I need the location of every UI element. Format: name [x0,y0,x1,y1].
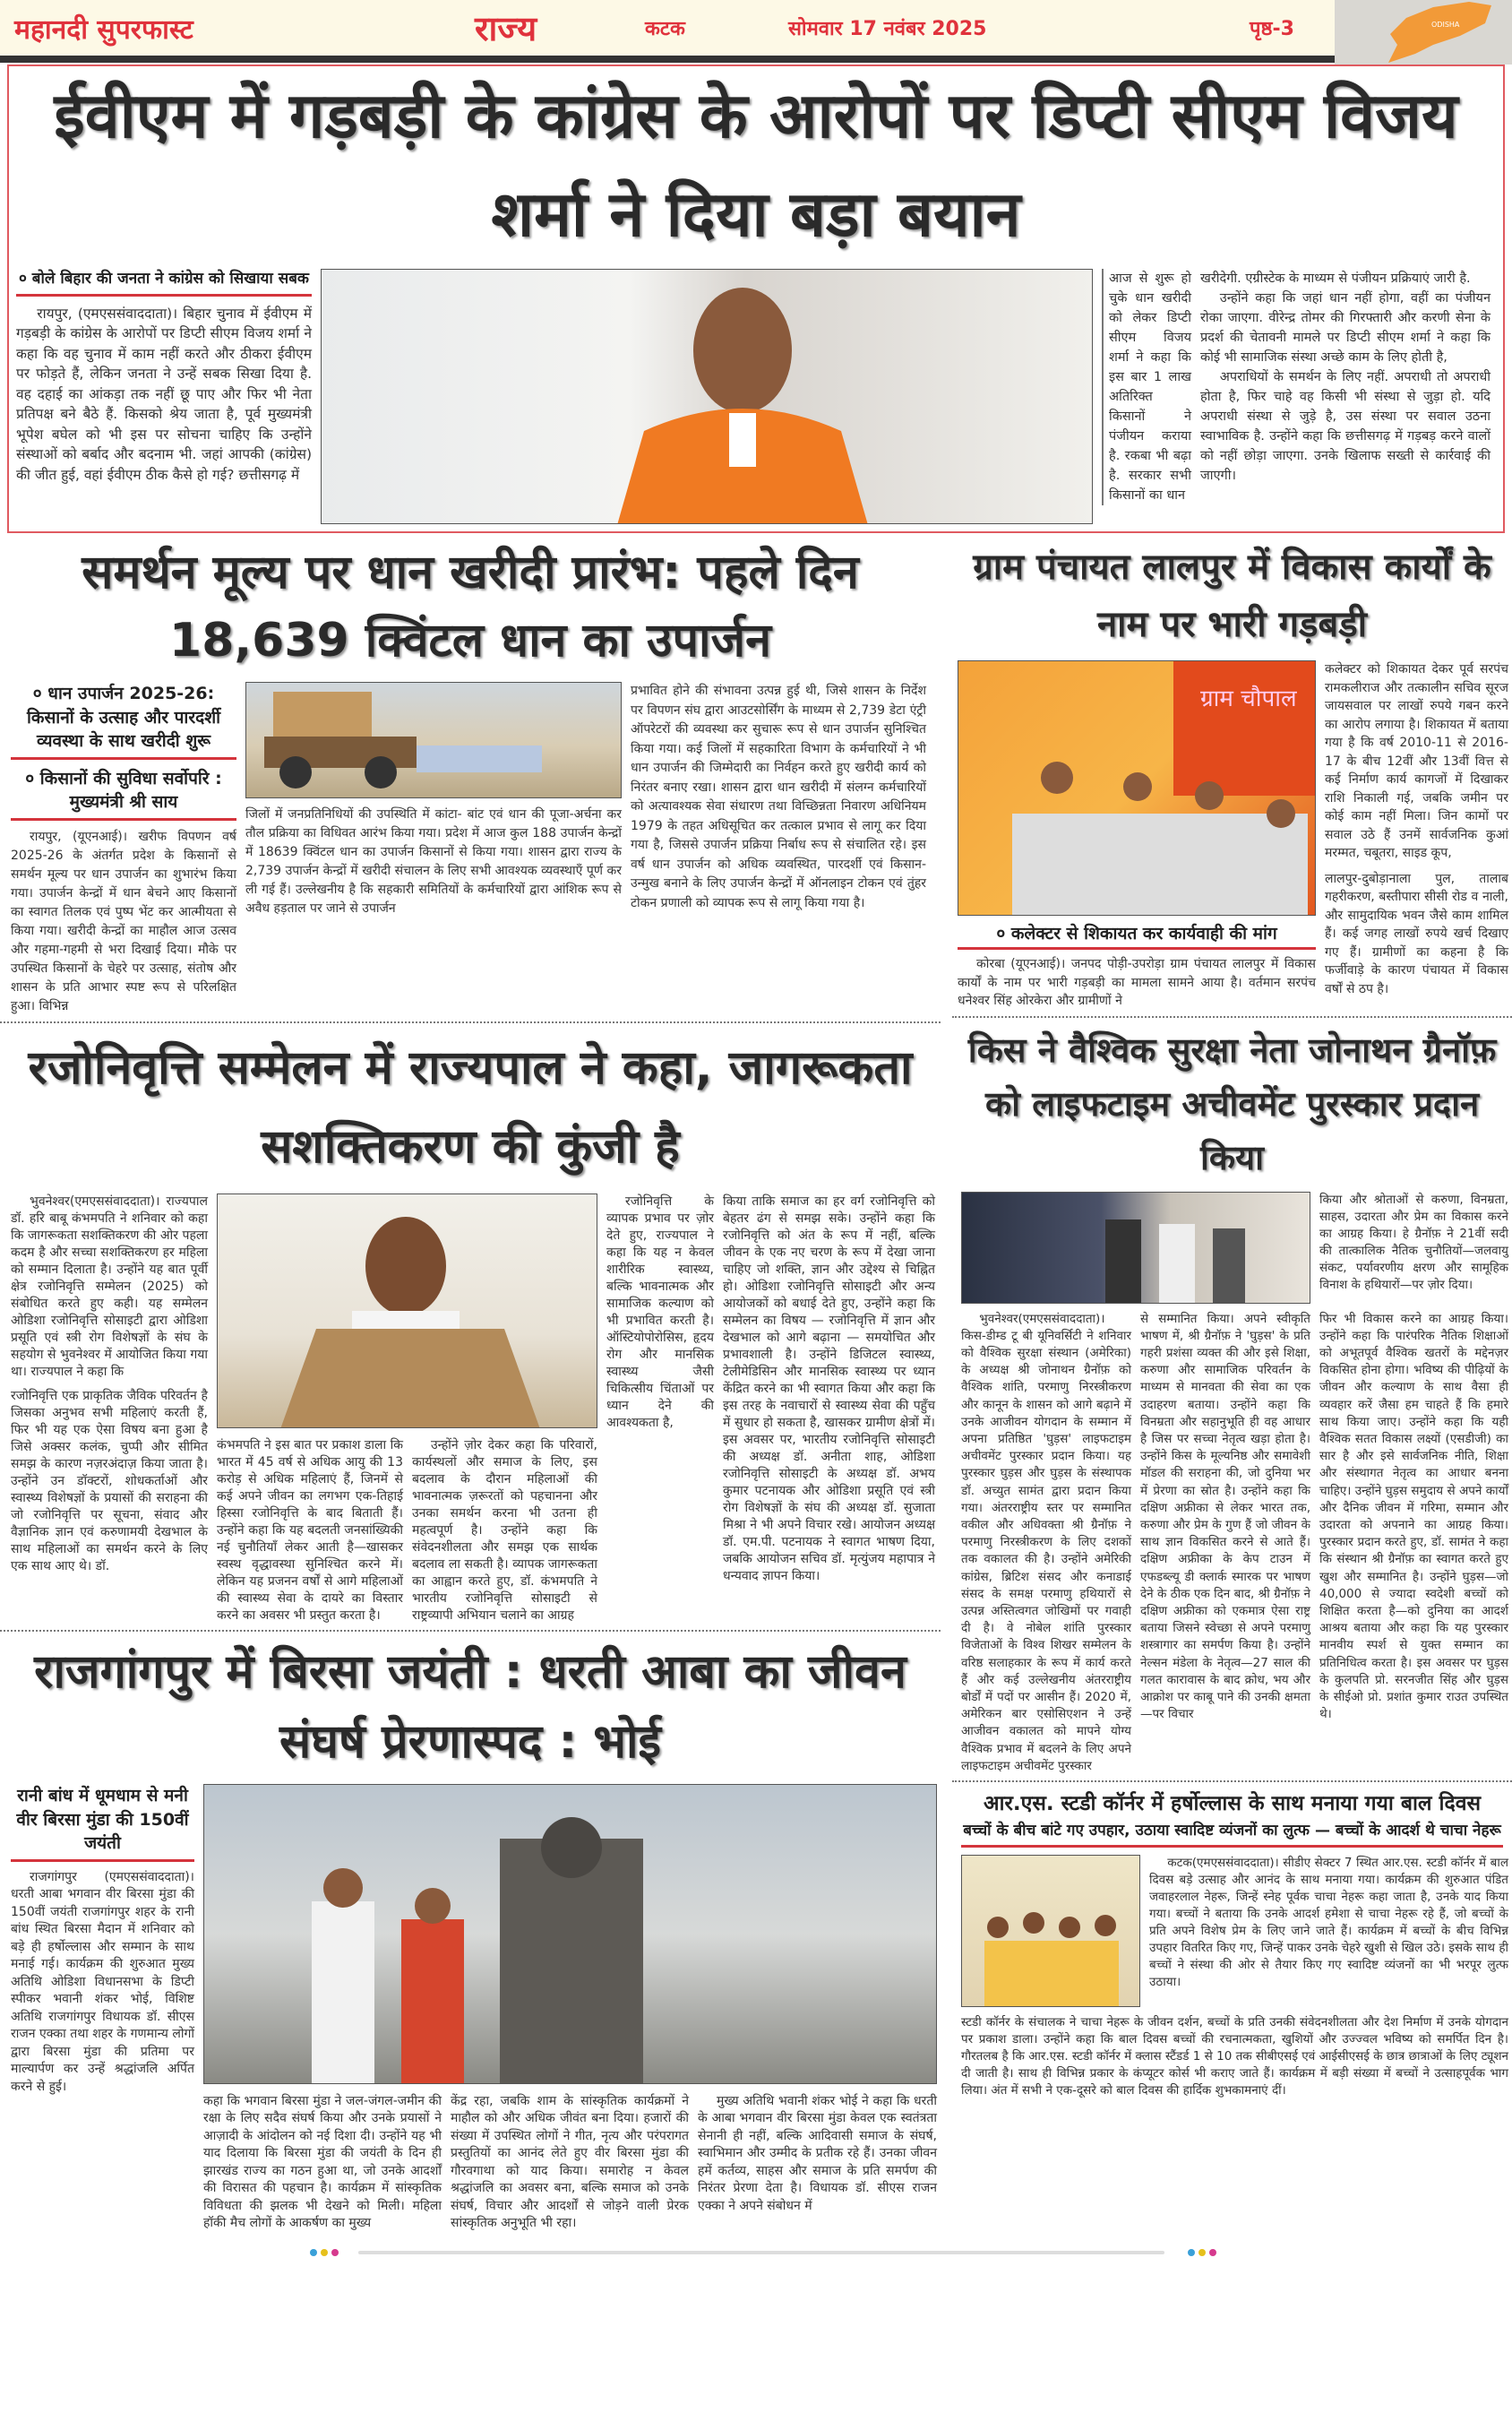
headline: समर्थन मूल्य पर धान खरीदी प्रारंभ: पहले दिन 18,639 क्विंटल धान का उपार्जन [82,546,859,668]
article-column: उन्होंने ज़ोर देकर कहा कि परिवारों, कार्यस्थलों और समाज के लिए, इस बदलाव के दौरान महिलाओं की भावनात्मक ज़रूरतों को पहचानना और उनका समर्थन करना भी उतना ही महत्वपूर्ण है। उन्होंने कहा कि संवेदनशीलता और समझ एक सार्थक बदलाव ला सकती है। व्यापक जागरूकता का आह्वान करते हुए, डॉ. कंभमपति ने भारतीय रजोनिवृत्ति सोसाइटी से राष्ट्रव्यापी अभियान चलाने का आग्रह [412,1437,597,1623]
footer-decoration [0,2245,1512,2258]
story-lalpur-panchayat [952,539,1512,1023]
subheadline: बच्चों के बीच बांटे गए उपहार, उठाया स्वादिष्ट व्यंजनों का लुत्फ — बच्चों के आदर्श थे चाचा नेहरू [961,1820,1503,1848]
headline: किस ने वैश्विक सुरक्षा नेता जोनाथन ग्रैनॉफ़ को लाइफटाइम अचीवमेंट पुरस्कार प्रदान किया [967,1030,1497,1177]
article-column: फिर भी विकास करने का आग्रह किया। उन्होंने कहा कि पारंपरिक नैतिक शिक्षाओं को अभूतपूर्व वैश्विक खतरों के मद्देनज़र विकसित होना होगा। भविष्य की पीढ़ियों के जीवन और कल्याण के साथ वैसा ही व्यवहार करें जैसा हम चाहते हैं कि हमारे साथ किया जाए। उन्होंने कहा कि यही वैश्विक सतत विकास लक्ष्यों (एसडीजी) का सार है और इसे सार्वजनिक नीति, शिक्षा और संस्थागत नेतृत्व का आधार बनना चाहिए। उन्होंने घुड़स समुदाय से अपने कार्यों और दैनिक जीवन में गरिमा, सम्मान और उदारता को अपनाने का आग्रह किया। पुरस्कार प्रदान करते हुए, डॉ. सामंत ने कहा कि संस्थान श्री ग्रैनॉफ़ का स्वागत करते हुए खुश और सम्मानित है। उन्होंने घुड़स—जो 40,000 से ज्यादा स्वदेशी बच्चों को शिक्षित करता है—को दुनिया का आदर्श आश्रय बताया और कहा कि यह पुरस्कार मानवीय स्पर्श से युक्त सम्मान का प्रतिनिधित्व करता है। इस अवसर पर घुड़स के कुलपति प्रो. सरनजीत सिंह और घुड़स के सीईओ प्रो. प्रशांत कुमार राउत उपस्थित थे। [1319,1311,1508,1722]
left-column [0,539,941,2238]
story-birsa-jayanti [0,1637,941,2238]
article-column: प्रभावित होने की संभावना उत्पन्न हुई थी, जिसे शासन के निर्देश पर विपणन संघ द्वारा आउटसोर्सिंग के माध्यम से 2,739 डेटा एंट्री ऑपरेटरों की व्यवस्था कर सुचारू रूप से धान उपार्जन सुनिश्चित किया गया। कई जिलों में सहकारिता विभाग के कर्मचारियों ने भी धान उपार्जन की जिम्मेदारी का निर्वहन करते हुए खरीदी कार्य को निरंतर बनाए रखा। शासन द्वारा धान खरीदी में संलग्न कर्मचारियों को अत्यावश्यक सेवा संधारण तथा विच्छिन्नता निवारण अधिनियम 1979 के तहत अधिसूचित कर तत्काल प्रभाव से लागू कर दिया गया है, जिससे उपार्जन प्रक्रिया निर्बाध रूप से संचालित रहे। इस वर्ष धान उपार्जन को अधिक व्यवस्थित, पारदर्शी एवं किसान-उन्मुख बनाने के लिए उपार्जन केन्द्रों में ऑनलाइन टोकन एवं तुंहर टोकन प्रणाली को व्यापक रूप से लागू किया गया है। [631,684,926,910]
article-column: खरीदेगी. एग्रीस्टेक के माध्यम से पंजीयन प्रक्रियाएं जारी है. उन्होंने कहा कि जहां धान नहीं होगा, वहीं का पंजीयन रोका जाएगा. वीरेन्द्र तोमर की गिरफ्तारी और करणी सेना के प्रदर्श की चेतावनी मामले पर डिप्टी सीएम शर्मा ने कहा कि कोई भी सामाजिक संस्था अच्छे काम के लिए होती है, अपराधियों के समर्थन के लिए नहीं. अपराधी तो अपराधी होता है, फिर चाहे वह किसी भी संस्था से जुड़ा हो. यदि अपराधी संस्था से जुड़े है, उस संस्था पर सवाल उठना स्वाभाविक है. उन्होंने कहा कि छत्तीसगढ़ में गड़बड़ करने वालों को नहीं छोड़ा जाएगा. उनके खिलाफ सख्ती से कार्रवाई की जाएगी। [1200,271,1491,483]
article-column: केंद्र रहा, जबकि शाम के सांस्कृतिक कार्यक्रमों ने माहौल को और अधिक जीवंत बना दिया। हजारों की संख्या में उपस्थित लोगों ने गीत, नृत्य और परंपरागत प्रस्तुतियों का आनंद लेते हुए वीर बिरसा मुंडा की गौरवगाथा को याद किया। समारोह न केवल श्रद्धांजलि का अवसर बना, बल्कि समाज को उनके संघर्ष, विचार और आदर्शों से जोड़ने वाली प्रेरक सांस्कृतिक अनुभूति भी रहा। [451,2093,689,2231]
article-column: जिलों में जनप्रतिनिधियों की उपस्थिति में कांटा- बांट एवं धान की पूजा-अर्चना कर तौल प्रक्रिया का विधिवत आरंभ किया गया। प्रदेश में आज कुल 188 उपार्जन केन्द्रों में 18639 क्विंटल धान का उपार्जन किसानों से किया गया। शासन द्वारा राज्य के 2,739 उपार्जन केन्द्रों में खरीदी संचालन के लिए सभी आवश्यक व्यवस्थाएँ पूर्ण कर ली गई हैं। उल्लेखनीय है कि सहकारी समितियों के कर्मचारियों द्वारा आंशिक रूप से अवैध हड़ताल पर जाने से उपार्जन [245,807,622,916]
article-column: स्टडी कॉर्नर के संचालक ने चाचा नेहरू के जीवन दर्शन, बच्चों के प्रति उनकी संवेदनशीलता और देश निर्माण में उनके योगदान पर प्रकाश डाला। उन्होंने कहा कि बाल दिवस बच्चों की रचनात्मकता, खुशियों और उज्ज्वल भविष्य को समर्पित दिन है। गौरतलब है कि आर.एस. स्टडी कॉर्नर में क्लास स्टैंडर्ड 1 से 10 तक सीबीएसई एवं आईसीएसई के छात्र छात्राओं के लिए ट्यूशन दी जाती है। साथ ही विभिन्न प्रकार के कंप्यूटर कोर्स भी कराए जाते हैं। कार्यक्रम में बड़ी संख्या में बच्चों ने उत्साहपूर्वक भाग लिया। अंत में सभी ने एक-दूसरे को बाल दिवस की हार्दिक शुभकामनाएं दीं। [961,2014,1508,2098]
map-label: ODISHA [1431,21,1460,29]
subheadline: रानी बांध में धूमधाम से मनी वीर बिरसा मुंडा की 150वीं जयंती [11,1784,194,1862]
divider [0,1021,941,1023]
masthead-rule [0,56,1335,63]
photo-children [961,1855,1140,2007]
article-column: किया और श्रोताओं से करुणा, विनम्रता, साहस, उदारता और प्रेम का विकास करने का आग्रह किया। हे ग्रैनॉफ़ ने 21वीं सदी की तात्कालिक नैतिक चुनौतियों—जलवायु संकट, पर्यावरणीय क्षरण और सामूहिक विनाश के हथियारों—पर ज़ोर दिया। [1319,1192,1508,1292]
odisha-map-logo [1335,0,1512,65]
photo-gram-chaupal [958,660,1316,916]
article-column: रायपुर, (यूएनआई)। खरीफ विपणन वर्ष 2025-26 के अंतर्गत प्रदेश के किसानों से समर्थन मूल्य पर धान उपार्जन का शुभारंभ किया गया। उपार्जन केन्द्रों में धान बेचने आए किसानों का स्वागत तिलक एवं पुष्प भेंट कर आत्मीयता से किया गया। खरीदी केन्द्रों का माहौल आज उत्सव और गहमा-गहमी से भरा दिखाई दिया। मौके पर उपस्थित किसानों के चेहरे पर उत्साह, संतोष और शासन के प्रति आभार स्पष्ट रूप से परिलक्षित हुआ। विभिन्न [11,829,236,1013]
city: कटक [645,18,685,40]
headline: रजोनिवृत्ति सम्मेलन में राज्यपाल ने कहा, जागरूकता सशक्तिकरण की कुंजी है [28,1040,913,1174]
photo-paddy-truck [245,682,622,798]
article-column: कटक(एमएससंवाददाता)। सीडीए सेक्टर 7 स्थित आर.एस. स्टडी कॉर्नर में बाल दिवस बड़े उत्साह और आनंद के साथ मनाया गया। कार्यक्रम की शुरुआत पंडित जवाहरलाल नेहरू, जिन्हें स्नेह पूर्वक चाचा नेहरू कहा जाता है, उनके याद किया गया। बच्चों ने बताया कि उनके आदर्श हमेशा से चाचा नेहरू रहे हैं, जो बच्चों के प्रति अपने विशेष प्रेम के लिए जाने जाते हैं। कार्यक्रम में बच्चों के बीच विभिन्न उपहार वितरित किए गए, जिन्हें पाकर उनके चेहरे खुशी से खिल उठे। इसके साथ ही बच्चों ने संस्था की ओर से तैयार किए गए स्वादिष्ट व्यंजनों का भी भरपूर लुत्फ उठाया। [1149,1855,1508,1989]
photo-vijay-sharma [321,269,1093,524]
subheadline: ० बोले बिहार की जनता ने कांग्रेस को सिखाया सबक [16,269,312,297]
article-column: रजोनिवृत्ति एक प्राकृतिक जैविक परिवर्तन है जिसका अनुभव सभी महिलाएं करती हैं, फिर भी यह एक ऐसा विषय बना हुआ है जिसे अक्सर कलंक, चुप्पी और सीमित समझ के कारण नज़रअंदाज़ किया जाता है। उन्होंने उन डॉक्टरों, शोधकर्ताओं और स्वास्थ्य विशेषज्ञों के प्रयासों की सराहना की जो रजोनिवृत्ति पर सूचना, संवाद और वैज्ञानिक ज्ञान एवं करुणामयी देखभाल के साथ महिलाओं का समर्थन करने के लिए एक साथ आए थे। डॉ. [11,1388,208,1573]
divider [0,1630,941,1632]
article-column: आज से शुरू हो चुके धान खरीदी को लेकर डिप्टी सीएम विजय शर्मा ने कहा कि इस बार 1 लाख अतिरिक्त किसानों ने पंजीयन कराया है. रकबा भी बढ़ा है. सरकार सभी किसानों का धान [1102,269,1191,505]
article-column: रायपुर, (एमएससंवाददाता)। बिहार चुनाव में ईवीएम में गड़बड़ी के कांग्रेस के आरोपों पर डिप्टी सीएम विजय शर्मा ने कहा कि वह चुनाव में काम नहीं करते और ठीकरा ईवीएम पर फोड़ते हैं, लेकिन जनता ने उन्हें सबक सिखा दिया है. वह दहाई का आंकड़ा तक नहीं छू पाए और फिर भी नेता प्रतिपक्ष बने बैठे हैं. किसको श्रेय जाता है, पूर्व मुख्यमंत्री भूपेश बघेल को भी इस पर सोचना चाहिए कि उन्होंने संस्थाओं को बर्बाद और बदनाम भी. जहां आपकी (कांग्रेस) की जीत हुई, वहां ईवीएम ठीक कैसे हो गई? छत्तीसगढ़ में [16,305,312,483]
right-column [952,539,1512,2105]
article-column: लालपुर-दुबोड़ानाला पुल, तालाब गहरीकरण, बस्तीपारा सीसी रोड व नाली, और सामुदायिक भवन जैसे काम शामिल हैं। कई जगह लाखों रुपये खर्च दिखाए गए हैं। ग्रामीणों का कहना है कि फर्जीवाड़े के कारण पंचायत में विकास वर्षों से ठप है। [1325,871,1508,996]
article-column: भुवनेश्वर(एमएससंवाददाता)। किस-डीम्ड टू बी यूनिवर्सिटी ने शनिवार को वैश्विक सुरक्षा संस्थान (अमेरिका) के अध्यक्ष श्री जोनाथन ग्रैनॉफ़ को वैश्विक शांति, परमाणु निरस्त्रीकरण और कानून के शासन को आगे बढ़ाने में उनके आजीवन योगदान के सम्मान में अपना प्रतिष्ठित 'घुड़स' लाइफटाइम अचीवमेंट पुरस्कार प्रदान किया। यह पुरस्कार घुड़स और घुड़स के संस्थापक डॉ. अच्युत सामंत द्वारा प्रदान किया गया। अंतरराष्ट्रीय स्तर पर सम्मानित वकील और अधिवक्ता श्री ग्रैनॉफ़ ने परमाणु निरस्त्रीकरण के लिए दशकों तक वकालत की है। उन्होंने अमेरिकी कांग्रेस, ब्रिटिश संसद और कनाडाई संसद के समक्ष परमाणु हथियारों से उत्पन्न अस्तित्वगत जोखिमों पर गवाही दी है। वे नोबेल शांति पुरस्कार विजेताओं के विश्व शिखर सम्मेलन के वरिष्ठ सलाहकार के रूप में कार्य करते हैं और कई उल्लेखनीय अंतरराष्ट्रीय बोर्डों में पदों पर आसीन हैं। 2020 में, अमेरिकन बार एसोसिएशन ने उन्हें आजीवन वकालत को मापने योग्य वैश्विक प्रभाव में बदलने के लिए अपने लाइफटाइम अचीवमेंट पुरस्कार [961,1311,1131,1773]
photo-birsa-statue [203,1784,937,2084]
lead-column [16,269,312,485]
headline: राजगांगपुर में बिरसा जयंती : धरती आबा का जीवन संघर्ष प्रेरणास्पद : भोई [34,1644,906,1769]
article-column: कलेक्टर को शिकायत देकर पूर्व सरपंच रामकलीराज और तत्कालीन सचिव सूरज जायसवाल पर लाखों रुपये गबन करने का आरोप लगाया है। शिकायत में बताया गया है कि वर्ष 2010-11 से 2016-17 के बीच 12वीं और 13वीं वित्त से कई निर्माण कार्य कागजों में दिखाकर राशि निकाली गई, जबकि जमीन पर कोई काम नहीं मिला। जिन कामों पर सवाल उठे हैं उनमें सार्वजनिक कुआं मरम्मत, चबूतरा, साइड कूप, [1325,662,1508,860]
photo-caption: ० कलेक्टर से शिकायत कर कार्यवाही की मांग [958,921,1316,950]
section-name: राज्य [475,9,537,48]
newspaper-name: महानदी सुपरफास्ट [14,13,193,46]
photo-award-ceremony [961,1192,1310,1304]
article-column: किया ताकि समाज का हर वर्ग रजोनिवृत्ति को बेहतर ढंग से समझ सके। उन्होंने कहा कि रजोनिवृत्ति को अंत के रूप में नहीं, बल्कि जीवन के एक नए चरण के रूप में देखा जाना चाहिए जो शक्ति, ज्ञान और उद्देश्य से चिह्नित हो। ओडिशा रजोनिवृत्ति सोसाइटी और अन्य आयोजकों को बधाई देते हुए, उन्होंने कहा कि सम्मेलन का विषय — रजोनिवृत्ति में ज्ञान और देखभाल को आगे बढ़ाना — समयोचित और प्रभावशाली है। उन्होंने डिजिटल स्वास्थ्य, टेलीमेडिसिन और मानसिक स्वास्थ्य पर ध्यान केंद्रित करने का भी स्वागत किया और कहा कि इस तरह के नवाचारों से स्वास्थ्य सेवा की पहुँच में सुधार हो सकता है, खासकर ग्रामीण क्षेत्रों में। इस अवसर पर, भारतीय रजोनिवृत्ति सोसाइटी की अध्यक्ष डॉ. अनीता शाह, ओडिशा रजोनिवृत्ति सोसाइटी के अध्यक्ष डॉ. अभय कुमार पटनायक और ओडिशा प्रसूति एवं स्त्री रोग विशेषज्ञों के संघ की अध्यक्ष डॉ. सुजाता मिश्रा ने भी अपने विचार रखे। आयोजन अध्यक्ष डॉ. एम.पी. पटनायक ने स्वागत भाषण दिया, जबकि आयोजन सचिव डॉ. मृत्युंजय महापात्र ने धन्यवाद ज्ञापन किया। [723,1193,935,1583]
article-column: कोरबा (यूएनआई)। जनपद पोड़ी-उपरोड़ा ग्राम पंचायत लालपुर में विकास कार्यों के नाम पर भारी गड़बड़ी का मामला सामने आया है। वर्तमान सरपंच धनेश्वर सिंह ओरकेरा और ग्रामीणों ने [958,957,1316,1008]
story-menopause-conference [0,1029,941,1637]
story-paddy-procurement [0,539,941,1029]
article-column: राजगांगपुर (एमएससंवाददाता)। धरती आबा भगवान वीर बिरसा मुंडा की 150वीं जयंती राजगांगपुर शहर के रानी बांध स्थित बिरसा मैदान में शनिवार को बड़े ही हर्षोल्लास और सम्मान के साथ मनाई गई। कार्यक्रम की शुरुआत मुख्य अतिथि ओडिशा विधानसभा के डिप्टी स्पीकर भवानी शंकर भोई, विशिष्ट अतिथि राजगांगपुर विधायक डॉ. सीएस राजन एक्का तथा शहर के गणमान्य लोगों द्वारा बिरसा मुंडा की प्रतिमा पर माल्यार्पण कर उन्हें श्रद्धांजलि अर्पित करने से हुई। [11,1869,194,2094]
subheadline: ० किसानों की सुविधा सर्वोपरि : मुख्यमंत्री श्री साय [11,767,236,821]
divider [952,1016,1512,1018]
article-column: से सम्मानित किया। अपने स्वीकृति भाषण में, श्री ग्रैनॉफ़ ने 'घुड़स' के प्रति गहरी प्रशंसा व्यक्त की और इसे शिक्षा, करुणा और सामाजिक परिवर्तन के माध्यम से मानवता की सेवा का एक उदाहरण बताया। उन्होंने कहा कि विनम्रता और सहानुभूति ही वह आधार है जिस पर सच्चा नेतृत्व खड़ा होता है। उन्होंने किस के मूल्यनिष्ठ और समावेशी मॉडल की सराहना की, जो दुनिया भर में प्रेरणा का स्रोत है। उन्होंने कहा कि दक्षिण अफ्रीका से लेकर भारत तक, करुणा और प्रेम के गुण हैं जो जीवन के साथ ज्ञान विकसित करने से आते हैं। दक्षिण अफ्रीका के केप टाउन में एफडब्ल्यू डी क्लार्क स्मारक पर भाषण देने के ठीक एक दिन बाद, श्री ग्रैनॉफ़ ने दक्षिण अफ्रीका को एकमात्र ऐसा राष्ट्र बताया जिसने स्वेच्छा से अपने परमाणु शस्त्रागार का समर्पण किया है। उन्होंने नेल्सन मंडेला के नेतृत्व—27 साल की गलत कारावास के बाद क्रोध, भय और आक्रोश पर काबू पाने की उनकी क्षमता—पर विचार [1140,1311,1310,1722]
photo-governor-speech [217,1193,597,1428]
article-column: रजोनिवृत्ति के व्यापक प्रभाव पर ज़ोर देते हुए, राज्यपाल ने कहा कि यह न केवल शारीरिक स्वास्थ्य, बल्कि भावनात्मक और सामाजिक कल्याण को भी प्रभावित करती है। ऑस्टियोपोरोसिस, हृदय रोग और मानसिक स्वास्थ्य जैसी चिकित्सीय चिंताओं पर ध्यान देने की आवश्यकता है, [606,1193,714,1430]
date: सोमवार 17 नवंबर 2025 [788,18,987,40]
subheadline: ० धान उपार्जन 2025-26: किसानों के उत्साह और पारदर्शी व्यवस्था के साथ खरीदी शुरू [11,682,236,760]
story-granoff-award [952,1023,1512,1788]
article-column: भुवनेश्वर(एमएससंवाददाता)। राज्यपाल डॉ. हरि बाबू कंभमपति ने शनिवार को कहा कि जागरूकता सशक्तिकरण की ओर पहला कदम है और सच्चा सशक्तिकरण हर महिला को सम्मान दिलाता है। उन्होंने यह बात पूर्वी क्षेत्र रजोनिवृत्ति सम्मेलन (2025) को संबोधित करते हुए कही। यह सम्मेलन ओडिशा रजोनिवृत्ति सोसाइटी द्वारा ओडिशा प्रसूति एवं स्त्री रोग विशेषज्ञों के संघ के सहयोग से भुवनेश्वर में आयोजित किया गया था। राज्यपाल ने कहा कि [11,1193,208,1379]
article-column: मुख्य अतिथि भवानी शंकर भोई ने कहा कि धरती के आबा भगवान वीर बिरसा मुंडा केवल एक स्वतंत्रता सेनानी ही नहीं, बल्कि आदिवासी समाज के संघर्ष, स्वाभिमान और उम्मीद के प्रतीक रहे हैं। उनका जीवन हमें कर्तव्य, साहस और समाज के प्रति समर्पण की निरंतर प्रेरणा देता है। विधायक डॉ. सीएस राजन एक्का ने अपने संबोधन में [698,2093,937,2213]
headline: आर.एस. स्टडी कॉर्नर में हर्षोल्लास के साथ मनाया गया बाल दिवस [983,1791,1482,1815]
divider [952,1780,1512,1782]
banner-text: ग्राम चौपाल [1200,685,1297,712]
page-number: पृष्ठ-3 [1250,18,1294,40]
story-deputy-cm-evm [7,65,1505,533]
masthead [0,0,1335,56]
headline: ईवीएम में गड़बड़ी के कांग्रेस के आरोपों पर डिप्टी सीएम विजय शर्मा ने दिया बड़ा बयान [54,79,1458,251]
story-childrens-day [952,1788,1512,2105]
article-column: कंभमपति ने इस बात पर प्रकाश डाला कि भारत में 45 वर्ष से अधिक आयु की 13 करोड़ से अधिक महिलाएं हैं, जिनमें से कई अपने जीवन का लगभग एक-तिहाई हिस्सा रजोनिवृत्ति के बाद बिताती हैं। उन्होंने कहा कि यह बदलती जनसांख्यिकी नई चुनौतियाँ लेकर आती है—खासकर स्वस्थ वृद्धावस्था सुनिश्चित करने में। लेकिन यह प्रजनन वर्षों से आगे महिलाओं की स्वास्थ्य सेवा के दायरे का विस्तार करने का अवसर भी प्रस्तुत करता है। [217,1437,403,1623]
headline: ग्राम पंचायत लालपुर में विकास कार्यों के नाम पर भारी गड़बड़ी [973,547,1491,645]
article-column: कहा कि भगवान बिरसा मुंडा ने जल-जंगल-जमीन की रक्षा के लिए सदैव संघर्ष किया और उनके प्रयासों ने आज़ादी के आंदोलन को नई दिशा दी। उन्होंने यह भी याद दिलाया कि बिरसा मुंडा की जयंती के दिन ही झारखंड राज्य का गठन हुआ था, जो उनके आदर्शों की विरासत की पहचान है। कार्यक्रम में सांस्कृतिक विविधता की झलक भी देखने को मिली। महिला हॉकी मैच लोगों के आकर्षण का मुख्य [203,2093,442,2231]
